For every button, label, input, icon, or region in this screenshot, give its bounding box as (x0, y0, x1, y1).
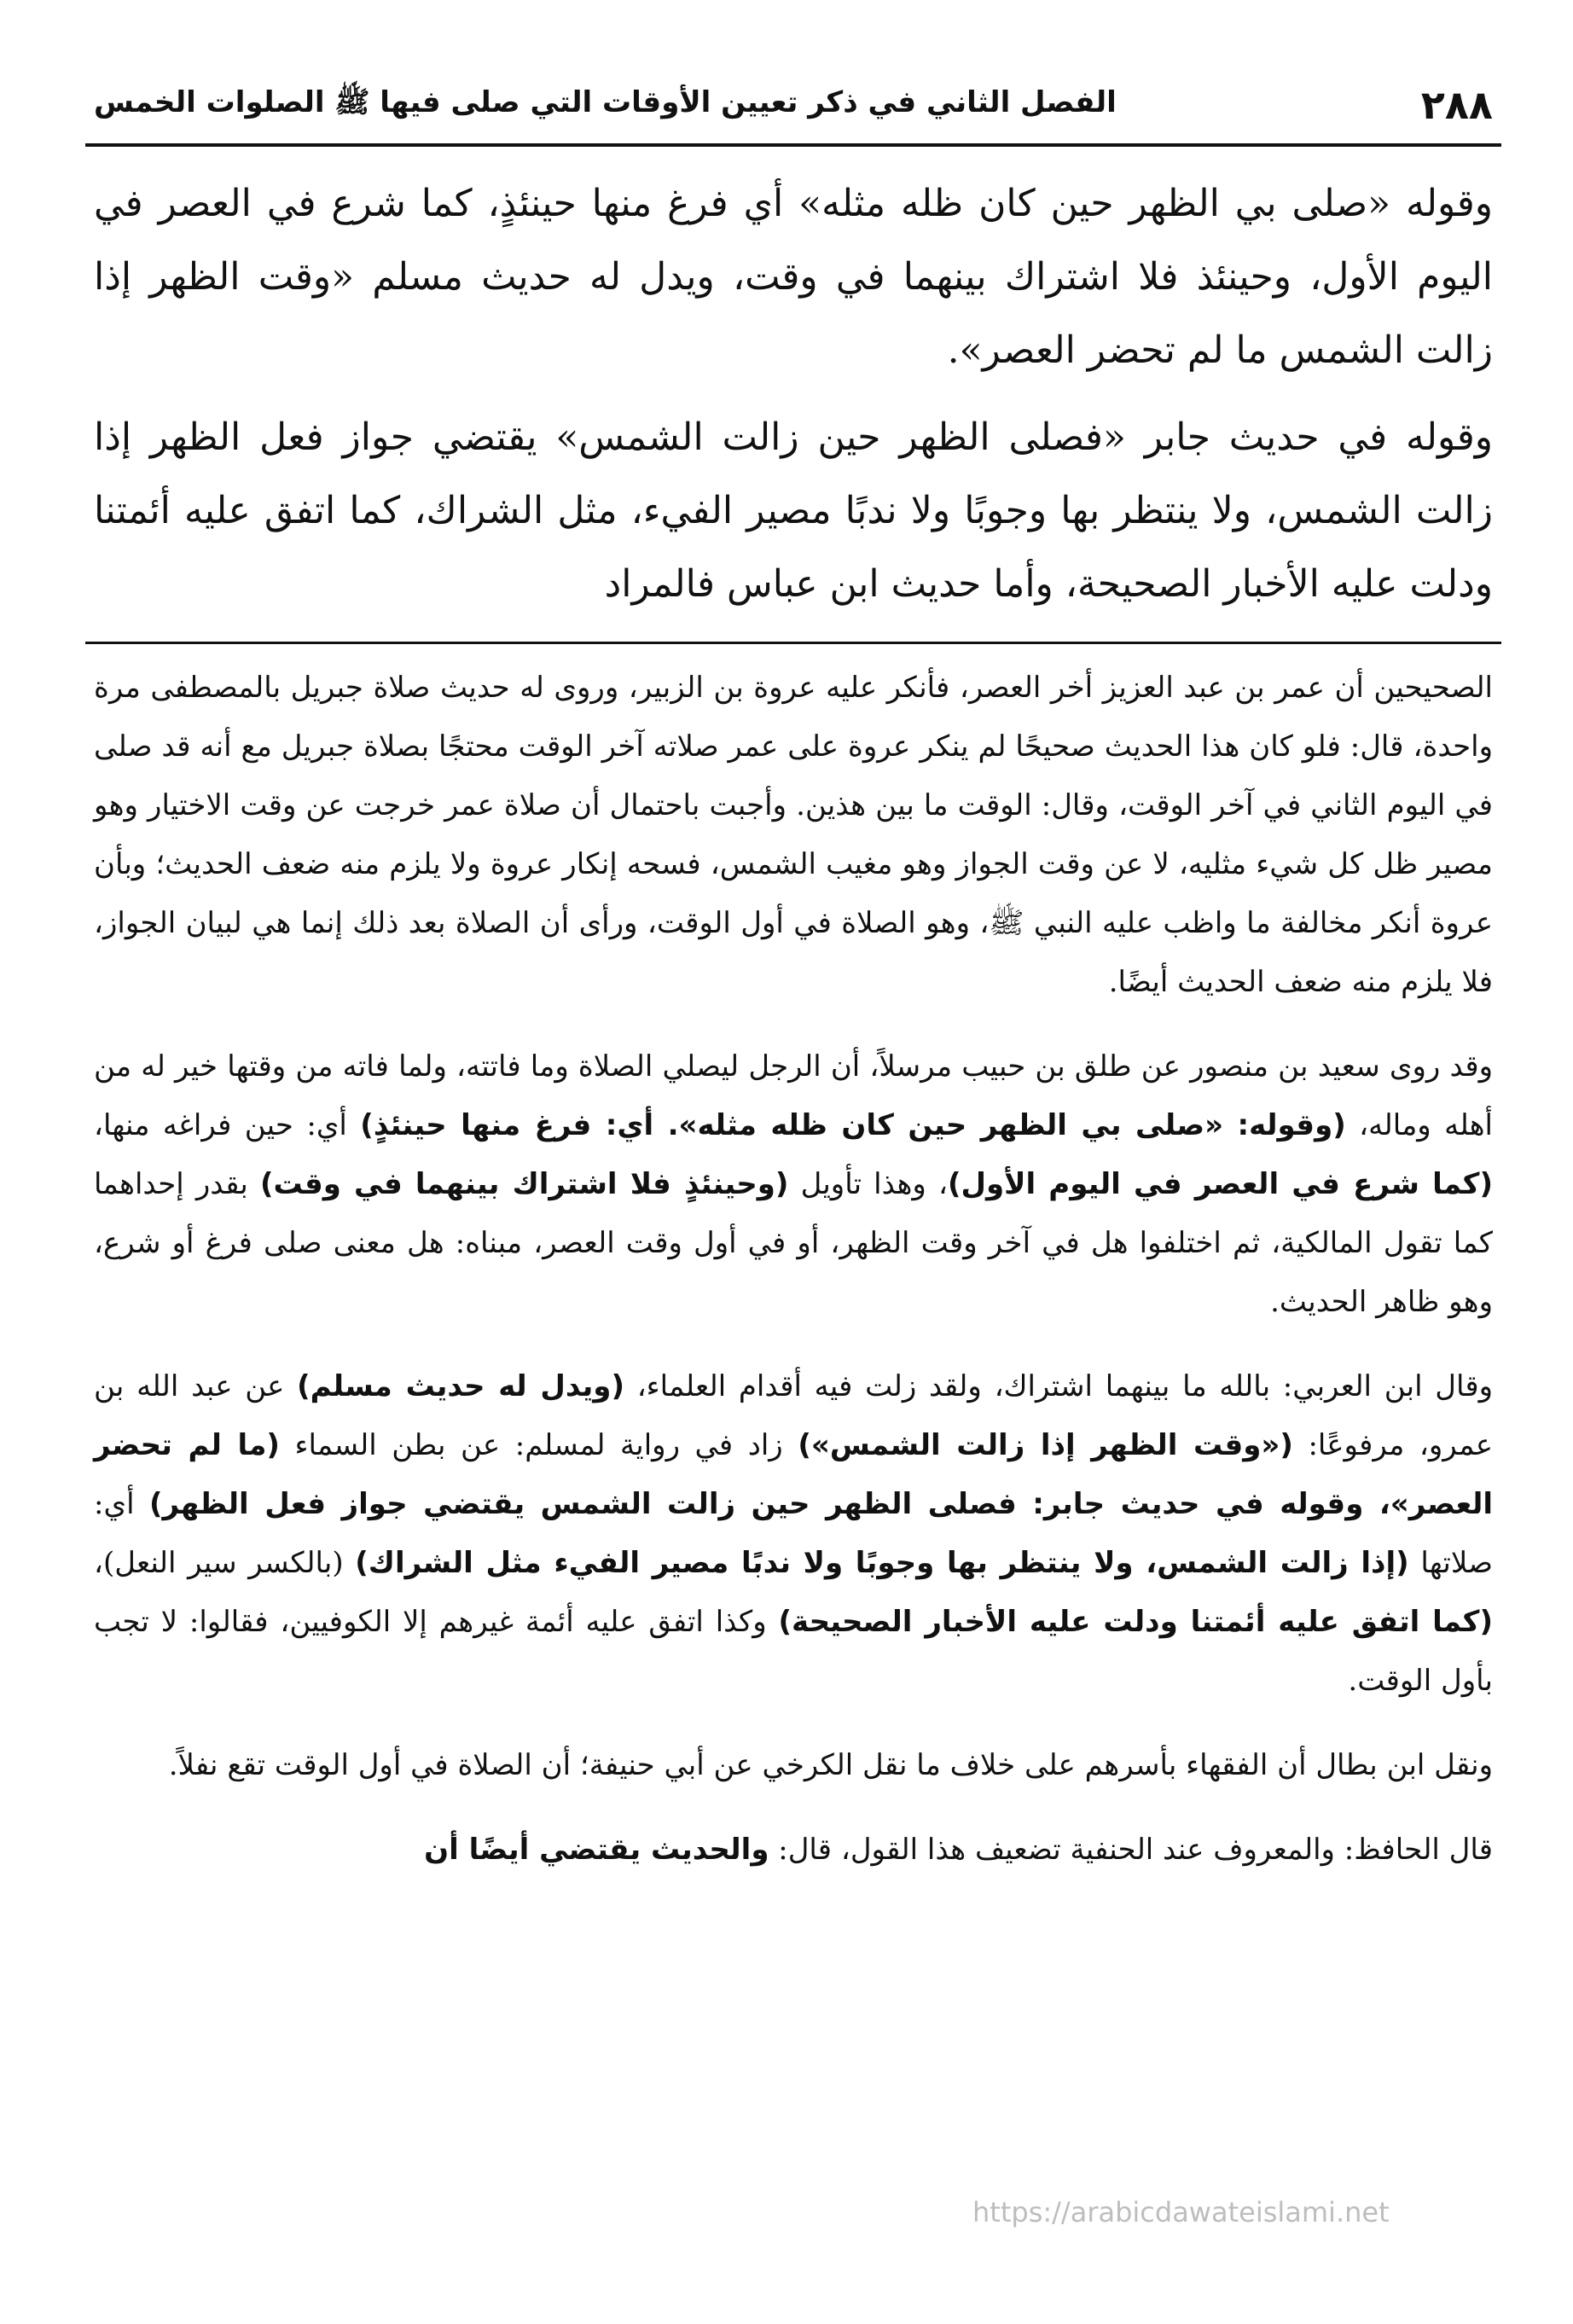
quoted-matn: (ويدل له حديث مسلم) (297, 1369, 624, 1403)
commentary-text-run: أي: صلاتها (94, 1487, 1493, 1580)
quoted-matn: (إذا زالت الشمس، ولا ينتظر بها وجوبًا ولا ندبًا مصير الفيء مثل الشراك) (355, 1546, 1409, 1580)
commentary-text-run: وكذا اتفق عليه أئمة غيرهم إلا الكوفيين، فقالوا: لا تجب بأول الوقت. (94, 1605, 1493, 1698)
header-rule (85, 143, 1501, 147)
commentary-text-run: عن عبد الله بن عمرو، مرفوعًا: (94, 1369, 1494, 1462)
commentary-text-run: وقد روى سعيد بن منصور عن طلق بن حبيب مرسلاً، أن الرجل ليصلي الصلاة وما فاتته، ولما فاته من وقتها خير له من أهله وماله، (94, 1049, 1493, 1142)
quoted-matn: («وقت الظهر إذا زالت الشمس») (798, 1428, 1293, 1462)
commentary-text-run: قال الحافظ: والمعروف عند الحنفية تضعيف هذا القول، قال: (769, 1833, 1493, 1867)
quoted-matn: والحديث يقتضي أيضًا أن (424, 1833, 769, 1867)
quoted-matn: (وقوله: «صلى بي الظهر حين كان ظله مثله». أي: فرغ منها حينئذٍ) (360, 1108, 1346, 1142)
commentary-text-run: ، وهذا تأويل (788, 1167, 948, 1201)
commentary-text-run: بقدر إحداهما كما تقول المالكية، ثم اختلفوا هل في آخر وقت الظهر، أو في أول وقت العصر، مبناه: هل معنى صلى فرغ أو شرع، وهو ظاهر الحديث. (94, 1167, 1493, 1319)
commentary-divider (85, 642, 1501, 644)
main-paragraph: وقوله «صلى بي الظهر حين كان ظله مثله» أي فرغ منها حينئذٍ، كما شرع في العصر في اليوم الأول، وحينئذ فلا اشتراك بينهما في وقت، ويدل له حديث مسلم «وقت الظهر إذا زالت الشمس ما لم تحضر العصر». (94, 182, 1493, 372)
commentary-text-run: وقال ابن العربي: بالله ما بينهما اشتراك، ولقد زلت فيه أقدام العلماء، (624, 1369, 1493, 1403)
main-paragraph: وقوله في حديث جابر «فصلى الظهر حين زالت الشمس» يقتضي جواز فعل الظهر إذا زالت الشمس، ولا ينتظر بها وجوبًا ولا ندبًا مصير الفيء، مثل الشراك، كما اتفق عليه أئمتنا ودلت عليه الأخبار الصحيحة، وأما حديث ابن عباس فالمراد (94, 415, 1493, 606)
commentary-paragraph (94, 1357, 1493, 1711)
commentary-text-run: زاد في رواية لمسلم: عن بطن السماء (279, 1428, 798, 1462)
page-number: ٢٨٨ (1420, 82, 1493, 128)
quoted-matn: (كما اتفق عليه أئمتنا ودلت عليه الأخبار الصحيحة) (778, 1605, 1493, 1639)
commentary-text-run: أي: حين فراغه منها، (94, 1108, 361, 1142)
commentary-paragraph: ونقل ابن بطال أن الفقهاء بأسرهم على خلاف ما نقل الكرخي عن أبي حنيفة؛ أن الصلاة في أول الوقت تقع نفلاً. (168, 1748, 1493, 1782)
commentary-text (94, 659, 1493, 1905)
commentary-paragraph (94, 1821, 1493, 1880)
quoted-matn: (وحينئذٍ فلا اشتراك بينهما في وقت) (259, 1167, 789, 1201)
main-text (94, 167, 1493, 635)
running-title: الفصل الثاني في ذكر تعيين الأوقات التي صلى فيها ﷺ الصلوات الخمس (94, 84, 1117, 119)
page-header (94, 75, 1493, 135)
commentary-text-run: (بالكسر سير النعل)، (94, 1546, 356, 1580)
commentary-paragraph: الصحيحين أن عمر بن عبد العزيز أخر العصر، فأنكر عليه عروة بن الزبير، وروى له حديث صلاة جبريل بالمصطفى مرة واحدة، قال: فلو كان هذا الحديث صحيحًا لم ينكر عروة على عمر صلاته آخر الوقت محتجًا بصلاة جبريل مع أنه قد صلى في اليوم الثاني في آخر الوقت، وقال: الوقت ما بين هذين. وأجبت باحتمال أن صلاة عمر خرجت عن وقت الاختيار وهو مصير ظل كل شيء مثليه، لا عن وقت الجواز وهو مغيب الشمس، فسحه إنكار عروة ولا يلزم منه ضعف الحديث؛ وبأن عروة أنكر مخالفة ما واظب عليه النبي ﷺ، وهو الصلاة في أول الوقت، ورأى أن الصلاة بعد ذلك إنما هي لبيان الجواز، فلا يلزم منه ضعف الحديث أيضًا. (94, 671, 1493, 999)
quoted-matn: (كما شرع في العصر في اليوم الأول) (947, 1167, 1493, 1201)
quoted-matn: (ما لم تحضر العصر»، وقوله في حديث جابر: فصلى الظهر حين زالت الشمس يقتضي جواز فعل الظهر) (94, 1428, 1493, 1521)
commentary-paragraph (94, 1037, 1493, 1332)
watermark-url: https://arabicdawateislami.net (972, 2196, 1390, 2228)
